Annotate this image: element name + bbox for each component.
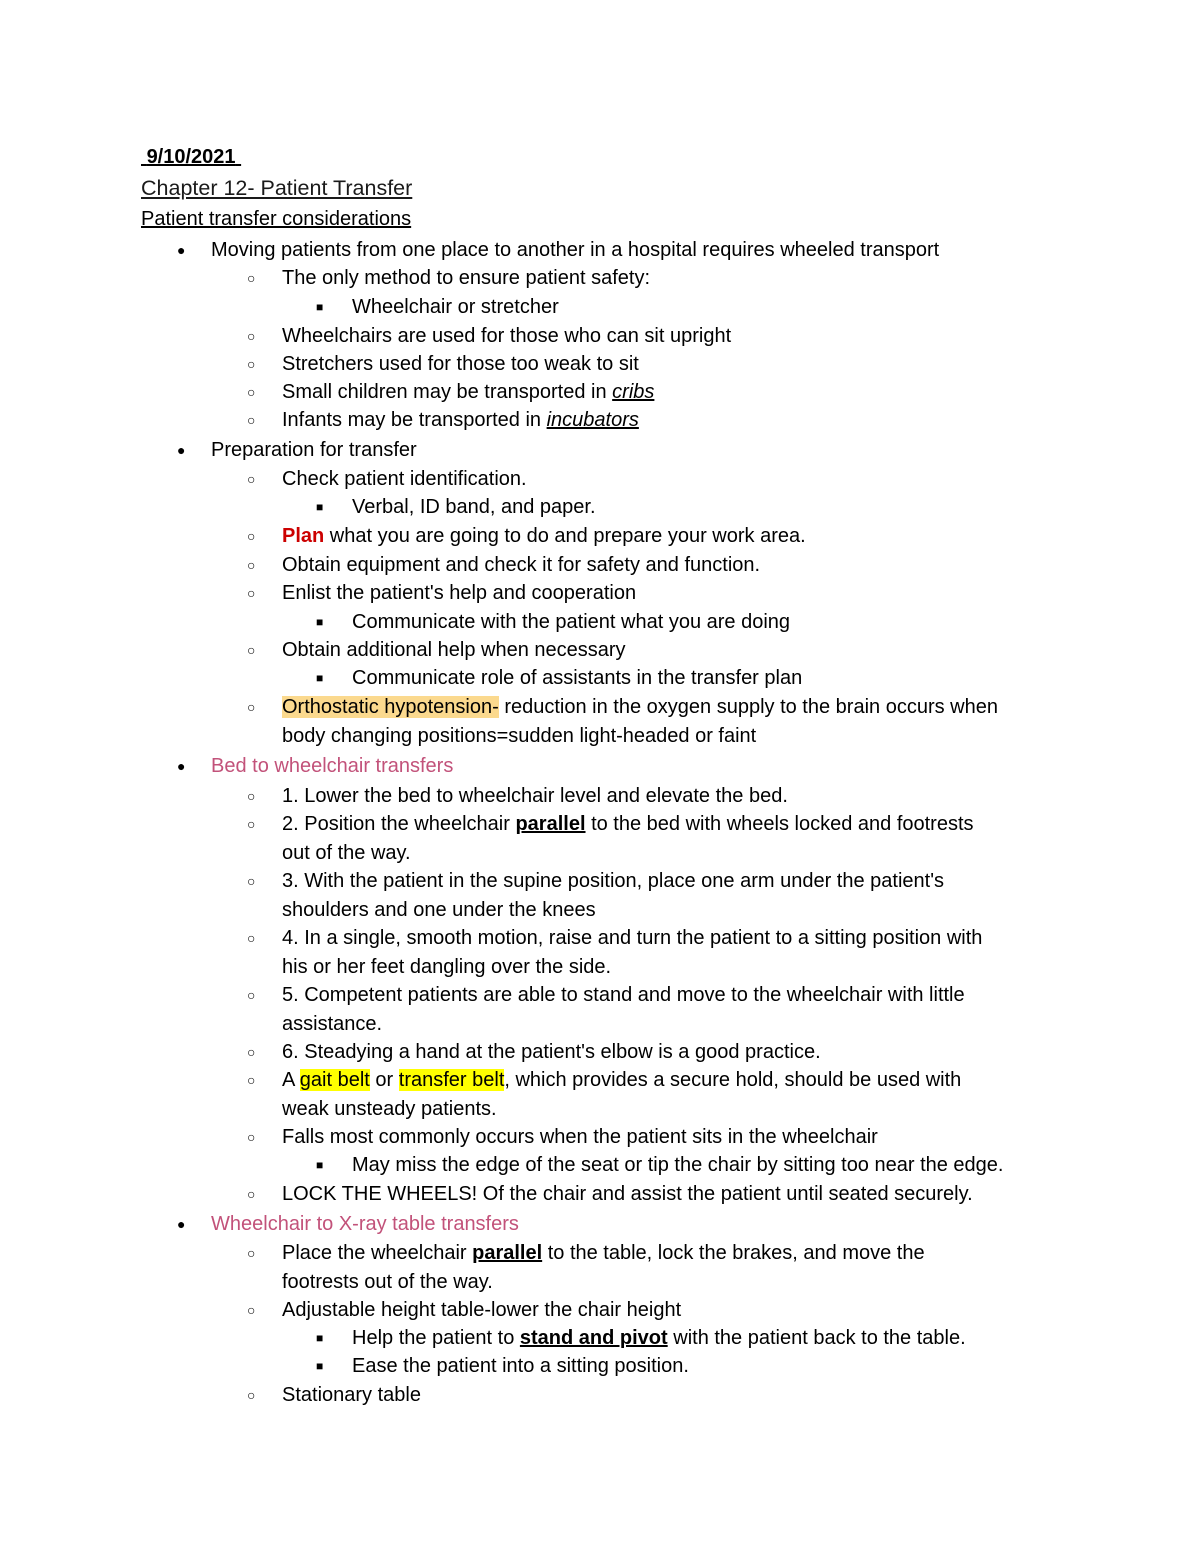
bullet: ○	[247, 412, 256, 428]
term-stand-and-pivot: stand and pivot	[519, 1327, 668, 1349]
bullet: ○	[247, 1186, 256, 1202]
bullet: ■	[316, 300, 324, 314]
term-transfer-belt: transfer belt	[398, 1069, 505, 1091]
bullet: ○	[247, 1302, 256, 1318]
list-item: ○ Check patient identification.	[282, 465, 1072, 494]
bullet: ○	[247, 356, 256, 372]
term-incubators: incubators	[546, 409, 639, 431]
list-item: ● Moving patients from one place to another in a hospital requires wheeled transport	[211, 236, 1111, 265]
list-item: ○ 4. In a single, smooth motion, raise and turn the patient to a sitting position with his or her feet dangling over the side.	[282, 924, 1072, 981]
list-item: ○ Adjustable height table-lower the chair height	[282, 1296, 1072, 1325]
bullet: ●	[177, 758, 186, 774]
list-item: ○ Small children may be transported in cribs	[282, 378, 1072, 407]
list-item: ● Preparation for transfer	[211, 436, 1111, 465]
list-item: ○ Obtain additional help when necessary	[282, 636, 1072, 665]
term-plan: Plan	[282, 525, 325, 547]
bullet: ■	[316, 615, 324, 629]
bullet: ■	[316, 500, 324, 514]
bullet: ○	[247, 987, 256, 1003]
bullet: ○	[247, 699, 256, 715]
term-orthostatic-hypotension: Orthostatic hypotension-	[282, 696, 499, 718]
bullet: ○	[247, 1044, 256, 1060]
bullet: ○	[247, 873, 256, 889]
list-item: ■ Verbal, ID band, and paper.	[352, 493, 1112, 522]
bullet: ○	[247, 930, 256, 946]
list-item: ○ The only method to ensure patient safety:	[282, 264, 1072, 293]
bullet: ○	[247, 642, 256, 658]
list-item: ○ Place the wheelchair parallel to the table, lock the brakes, and move the footrests out of the way.	[282, 1239, 1072, 1296]
list-item: ○ Plan what you are going to do and prepare your work area.	[282, 522, 1072, 551]
list-item: ○ 5. Competent patients are able to stand and move to the wheelchair with little assistance.	[282, 981, 1072, 1038]
list-item: ■ Ease the patient into a sitting position.	[352, 1352, 1112, 1381]
list-item: ○ 2. Position the wheelchair parallel to the bed with wheels locked and footrests out of the way.	[282, 810, 1072, 867]
term-parallel: parallel	[472, 1242, 543, 1264]
note-date: 9/10/2021	[146, 146, 236, 168]
section-heading: Patient transfer considerations	[141, 208, 412, 230]
bullet: ●	[177, 442, 186, 458]
term-gait-belt: gait belt	[299, 1069, 370, 1091]
list-item: ● Bed to wheelchair transfers	[211, 752, 1111, 781]
list-item: ○ A gait belt or transfer belt, which provides a secure hold, should be used with weak unsteady patients.	[282, 1066, 1072, 1123]
bullet: ○	[247, 1072, 256, 1088]
list-item: ■ Communicate role of assistants in the transfer plan	[352, 664, 1112, 693]
list-item: ○ Wheelchairs are used for those who can sit upright	[282, 322, 1072, 351]
bullet: ●	[177, 242, 186, 258]
list-item: ○ 6. Steadying a hand at the patient's elbow is a good practice.	[282, 1038, 1072, 1067]
chapter-title: Chapter 12- Patient Transfer	[141, 176, 413, 200]
bullet: ■	[316, 671, 324, 685]
list-item: ■ May miss the edge of the seat or tip the chair by sitting too near the edge.	[352, 1151, 1112, 1180]
list-item: ○ 3. With the patient in the supine position, place one arm under the patient's shoulders and one under the knees	[282, 867, 1072, 924]
bullet: ○	[247, 328, 256, 344]
list-item: ■ Wheelchair or stretcher	[352, 293, 1112, 322]
bullet: ○	[247, 788, 256, 804]
bullet: ○	[247, 1129, 256, 1145]
bullet: ○	[247, 557, 256, 573]
bullet: ■	[316, 1331, 324, 1345]
bullet: ■	[316, 1158, 324, 1172]
bullet: ○	[247, 471, 256, 487]
list-item: ○ 1. Lower the bed to wheelchair level and elevate the bed.	[282, 782, 1072, 811]
bullet: ○	[247, 1387, 256, 1403]
list-item: ■ Help the patient to stand and pivot with the patient back to the table.	[352, 1324, 1112, 1353]
list-item: ○ Stretchers used for those too weak to sit	[282, 350, 1072, 379]
bullet: ○	[247, 270, 256, 286]
list-item: ○ Orthostatic hypotension- reduction in the oxygen supply to the brain occurs when body changing positions=sudden light-headed or faint	[282, 693, 1072, 750]
bullet: ■	[316, 1359, 324, 1373]
list-item: ○ Enlist the patient's help and cooperation	[282, 579, 1072, 608]
term-cribs: cribs	[612, 381, 655, 403]
list-item: ○ Stationary table	[282, 1381, 1072, 1410]
list-item: ○ Infants may be transported in incubators	[282, 406, 1072, 435]
bullet: ○	[247, 384, 256, 400]
bullet: ○	[247, 816, 256, 832]
list-item: ● Wheelchair to X-ray table transfers	[211, 1210, 1111, 1239]
list-item: ○ Falls most commonly occurs when the patient sits in the wheelchair	[282, 1123, 1072, 1152]
list-item: ○ LOCK THE WHEELS! Of the chair and assist the patient until seated securely.	[282, 1180, 1072, 1209]
bullet: ○	[247, 1245, 256, 1261]
bullet: ○	[247, 585, 256, 601]
list-item: ■ Communicate with the patient what you are doing	[352, 608, 1112, 637]
bullet: ○	[247, 528, 256, 544]
term-parallel: parallel	[515, 813, 586, 835]
bullet: ●	[177, 1216, 186, 1232]
list-item: ○ Obtain equipment and check it for safety and function.	[282, 551, 1072, 580]
